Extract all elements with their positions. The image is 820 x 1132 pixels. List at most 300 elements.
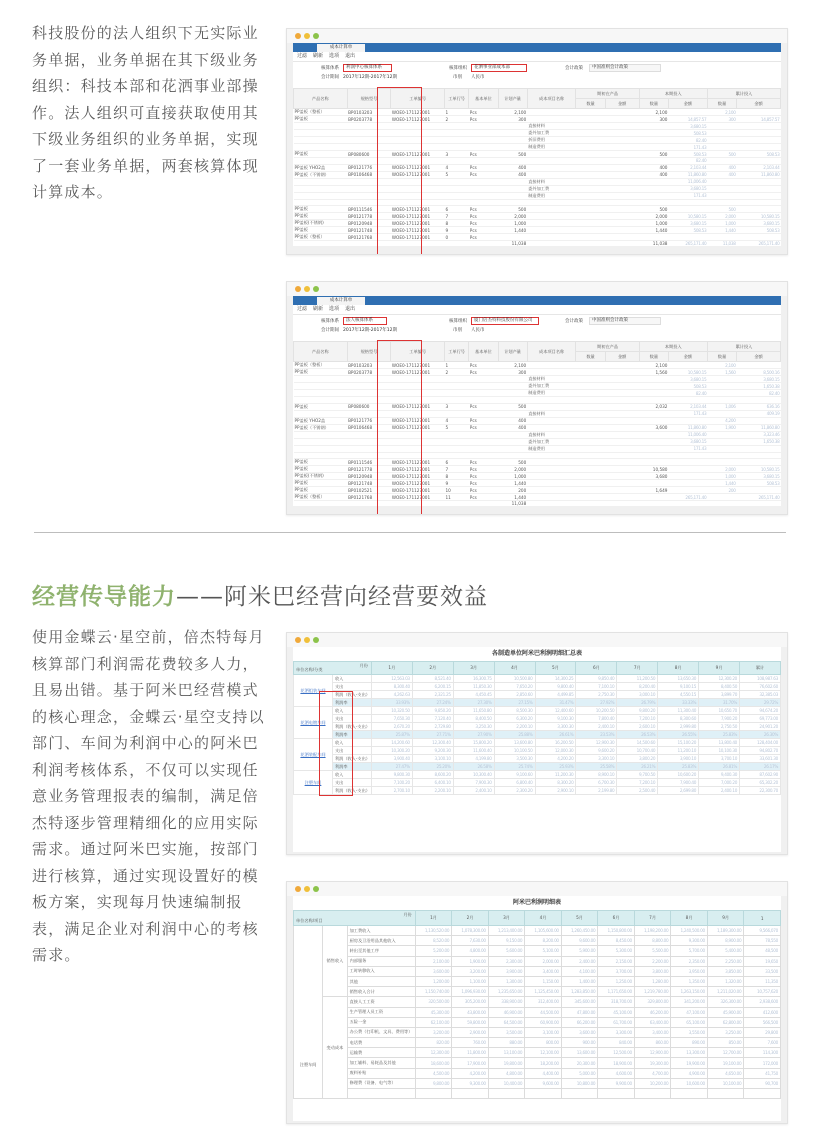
menu-refresh[interactable]: 刷新 <box>313 306 324 312</box>
table-cell: 890.00 <box>671 1038 708 1048</box>
table-row <box>294 926 781 936</box>
table-cell: 33.93% <box>371 699 412 707</box>
table-cell: Pcs <box>469 171 498 178</box>
table-cell: 10,300.20 <box>371 747 412 755</box>
table-cell: 8,500.30 <box>494 707 535 715</box>
table-cell <box>605 487 639 494</box>
table-cell: BP0121778 <box>347 466 391 473</box>
amoeba-summary-report-screenshot <box>286 632 788 855</box>
table-cell <box>444 410 468 417</box>
table-cell: 1,300.00 <box>488 976 525 986</box>
table-cell <box>737 158 781 165</box>
table-cell: 1,000 <box>498 473 527 480</box>
table-cell: PP盖板（不锈钢） <box>294 171 348 178</box>
table-cell <box>527 227 576 234</box>
table-cell: 880.00 <box>488 1038 525 1048</box>
table-cell <box>605 116 639 123</box>
table-cell: 9,300.00 <box>671 936 708 946</box>
window-dot-green <box>313 33 319 39</box>
table-row <box>294 494 781 501</box>
table-row <box>294 383 781 390</box>
table-cell <box>444 376 468 383</box>
column-header: 基本单位 <box>469 342 498 362</box>
table-cell <box>294 158 348 165</box>
report-title: 各制造单位阿米巴利润明细汇总表 <box>491 650 582 657</box>
table-cell: PP盖板 <box>294 151 348 158</box>
table-cell: 94,674.20 <box>740 707 781 715</box>
table-cell <box>576 445 605 452</box>
month-header: 3月 <box>453 662 494 675</box>
table-cell <box>294 178 348 185</box>
column-header: 计划产量 <box>498 89 527 109</box>
menu-filter[interactable]: 过滤 <box>297 53 308 59</box>
table-cell <box>576 137 605 144</box>
header-row <box>294 662 781 675</box>
table-cell <box>527 151 576 158</box>
table-cell: 5,700.00 <box>671 946 708 956</box>
table-cell: 1,283,850.00 <box>561 987 598 997</box>
category-cell: 变动成本 <box>323 997 347 1099</box>
section-divider <box>34 532 786 533</box>
table-cell: WOE0-171127001 <box>391 220 445 227</box>
table-cell: 82.40 <box>668 137 707 144</box>
table-row <box>294 480 781 487</box>
table-cell: 9,150.00 <box>488 936 525 946</box>
table-cell: Pcs <box>469 234 498 241</box>
table-cell: 5,200.00 <box>415 946 452 956</box>
table-cell: 制造费用 <box>527 144 576 151</box>
table-cell <box>469 158 498 165</box>
table-cell <box>605 137 639 144</box>
table-cell <box>498 410 527 417</box>
table-cell: 10,650.70 <box>699 707 740 715</box>
table-cell: 61,700.00 <box>598 1017 635 1027</box>
table-cell <box>498 445 527 452</box>
table-cell <box>294 397 348 404</box>
table-cell <box>527 452 576 459</box>
table-cell: 7,650.30 <box>371 715 412 723</box>
table-row <box>294 144 781 151</box>
unit-name[interactable]: 花洒电镀车间 <box>300 719 326 725</box>
field-policy[interactable]: 中国准则会计政策 <box>589 317 661 325</box>
table-cell: 10,200.50 <box>576 707 617 715</box>
table-cell: 500 <box>498 459 527 466</box>
menu-options[interactable]: 选项 <box>329 306 340 312</box>
table-cell: 2,300.00 <box>488 956 525 966</box>
table-cell: 33,500 <box>744 966 781 976</box>
table-cell: 3,550.00 <box>671 1027 708 1037</box>
table-cell: PP盖板（整板） <box>294 109 348 116</box>
row-label: 转出至其他工序 <box>347 946 415 956</box>
field-label: 会计期间 <box>321 75 339 80</box>
table-cell: 4,900.00 <box>671 1068 708 1078</box>
table-cell <box>576 213 605 220</box>
table-cell: BP0103203 <box>347 362 391 369</box>
table-cell <box>576 192 605 199</box>
table-cell: 12,900.30 <box>576 739 617 747</box>
menu-exit[interactable]: 退出 <box>345 306 356 312</box>
month-header: 5月 <box>561 911 598 926</box>
table-cell: 8,800.00 <box>634 936 671 946</box>
table-cell: 47,100.00 <box>671 1007 708 1017</box>
table-cell: 508.53 <box>737 227 781 234</box>
table-cell: 265,171.40 <box>737 494 781 501</box>
table-cell: BP0103203 <box>347 109 391 116</box>
table-row <box>294 137 781 144</box>
table-cell <box>576 185 605 192</box>
table-cell <box>561 1089 598 1099</box>
row-label: 厨房及卫浴用品其他收入 <box>347 936 415 946</box>
table-cell: 1,649 <box>639 487 668 494</box>
table-cell <box>707 501 736 508</box>
table-cell <box>576 459 605 466</box>
table-cell: 7,200.10 <box>617 715 658 723</box>
table-cell <box>605 376 639 383</box>
table-cell <box>294 410 348 417</box>
table-cell <box>488 1089 525 1099</box>
table-cell: 82.40 <box>668 390 707 397</box>
table-cell <box>444 185 468 192</box>
corner-header <box>294 911 416 926</box>
unit-name[interactable]: 注塑车间 <box>304 779 322 785</box>
field-accounting-system[interactable]: 法人核算体系 <box>343 317 387 325</box>
table-row <box>294 220 781 227</box>
table-cell: 6 <box>444 206 468 213</box>
table-cell: 13,600.80 <box>494 739 535 747</box>
field-label: 核算体系 <box>321 66 339 71</box>
table-cell: Pcs <box>469 480 498 487</box>
window-dot-yellow <box>304 637 310 643</box>
table-cell <box>576 151 605 158</box>
table-cell <box>576 390 605 397</box>
table-cell: 172,000 <box>744 1058 781 1068</box>
table-cell <box>576 494 605 501</box>
row-label: 收入 <box>332 707 371 715</box>
profit-rate-row <box>294 731 781 739</box>
table-cell: 13,650.30 <box>658 675 699 683</box>
table-cell: 90,700 <box>744 1078 781 1088</box>
table-cell <box>605 390 639 397</box>
table-cell <box>668 487 707 494</box>
table-row <box>294 151 781 158</box>
table-cell <box>668 501 707 508</box>
menu-filter[interactable]: 过滤 <box>297 306 308 312</box>
table-cell: 4,100.00 <box>561 966 598 976</box>
table-cell <box>605 431 639 438</box>
table-cell: 26.30% <box>740 731 781 739</box>
table-cell: 10,400.00 <box>488 1078 525 1088</box>
field-period: 2017年12期-2017年12期 <box>343 328 397 333</box>
table-cell: 7,800.40 <box>576 715 617 723</box>
table-cell <box>598 1089 635 1099</box>
table-cell: 3,300.30 <box>535 723 576 731</box>
table-cell <box>737 362 781 369</box>
table-cell <box>605 109 639 116</box>
table-cell <box>605 241 639 248</box>
table-cell: 制造费用 <box>527 445 576 452</box>
table-cell: 29.72% <box>740 699 781 707</box>
table-cell <box>452 1089 489 1099</box>
table-cell: BP0102521 <box>347 487 391 494</box>
table-cell: 3,250.00 <box>707 1027 744 1037</box>
table-cell <box>639 376 668 383</box>
table-cell: 8 <box>444 473 468 480</box>
table-row <box>294 109 781 116</box>
table-cell <box>605 417 639 424</box>
table-cell <box>576 164 605 171</box>
column-subheader: 数量 <box>707 352 736 362</box>
table-cell: 850.00 <box>707 1038 744 1048</box>
column-header: 累计投入 <box>707 342 780 352</box>
table-cell: 7,000.20 <box>699 779 740 787</box>
table-cell: 12,700.00 <box>707 1048 744 1058</box>
table-cell: 3,680.15 <box>668 185 707 192</box>
tab-cost-calc[interactable]: 成本计算单 <box>317 44 365 52</box>
table-cell <box>605 192 639 199</box>
table-cell <box>576 144 605 151</box>
table-cell: 5 <box>444 171 468 178</box>
column-header: 基本单位 <box>469 89 498 109</box>
field-accounting-org[interactable]: 花洒事业部成本部 <box>471 64 527 72</box>
table-cell: 305,200.00 <box>452 997 489 1007</box>
row-label: 修理费（设备、电气等） <box>347 1078 415 1088</box>
table-cell: 9 <box>444 480 468 487</box>
table-cell: 3,899.70 <box>699 691 740 699</box>
table-cell: 265,171.40 <box>668 494 707 501</box>
table-cell <box>605 501 639 508</box>
table-cell: WOE0-171127001 <box>391 369 445 376</box>
month-header: 9月 <box>699 662 740 675</box>
table-cell: 400 <box>639 171 668 178</box>
table-row <box>294 123 781 130</box>
menu-exit[interactable]: 退出 <box>345 53 356 59</box>
table-cell: BP0111546 <box>347 206 391 213</box>
table-cell: 12,400.60 <box>535 707 576 715</box>
table-cell <box>668 480 707 487</box>
table-cell: 23.53% <box>576 731 617 739</box>
month-header: 9月 <box>707 911 744 926</box>
table-cell: 2,700.10 <box>371 787 412 795</box>
table-cell: 4,600.00 <box>598 1068 635 1078</box>
table-cell <box>469 452 498 459</box>
table-cell: 5,500.00 <box>634 946 671 956</box>
table-cell: 4,650.00 <box>707 1068 744 1078</box>
table-cell: 636.16 <box>737 403 781 410</box>
table-cell: 265,171.40 <box>737 241 781 248</box>
table-cell: 11,038 <box>707 241 736 248</box>
table-cell <box>707 137 736 144</box>
table-cell: 900.00 <box>561 1038 598 1048</box>
table-cell: 1,000 <box>639 220 668 227</box>
table-cell: 17,900.00 <box>452 1058 489 1068</box>
table-cell <box>527 403 576 410</box>
table-cell: 800.00 <box>525 1038 562 1048</box>
table-cell: 2,000 <box>498 213 527 220</box>
table-cell: PP盖板 <box>294 206 348 213</box>
column-header: 规格型号 <box>347 342 391 362</box>
table-cell: 直接材料 <box>527 178 576 185</box>
table-cell <box>444 192 468 199</box>
table-cell <box>576 466 605 473</box>
table-cell: 2,200.10 <box>412 787 453 795</box>
row-label: 收入 <box>332 739 371 747</box>
table-cell: 2,729.80 <box>412 723 453 731</box>
table-row <box>294 1017 781 1027</box>
table-cell: 3,300.00 <box>598 1027 635 1037</box>
table-cell <box>737 123 781 130</box>
column-header: 规格型号 <box>347 89 391 109</box>
table-cell: 7 <box>444 466 468 473</box>
table-row <box>294 445 781 452</box>
table-cell: BP0203778 <box>347 369 391 376</box>
table-cell <box>527 164 576 171</box>
table-cell: 3,500.30 <box>494 755 535 763</box>
table-cell: 4,700.00 <box>634 1068 671 1078</box>
table-cell: PP盖板 <box>294 213 348 220</box>
table-cell: 6 <box>444 459 468 466</box>
table-cell <box>605 227 639 234</box>
table-cell <box>707 199 736 206</box>
row-label <box>347 1089 415 1099</box>
table-cell: 508.53 <box>737 151 781 158</box>
window-dot-green <box>313 886 319 892</box>
table-row <box>294 438 781 445</box>
row-label: 五险一金 <box>347 1017 415 1027</box>
field-accounting-system[interactable]: 利润中心核算体系 <box>343 64 392 72</box>
table-cell: 10 <box>444 487 468 494</box>
table-cell: 8,300.60 <box>658 715 699 723</box>
table-cell: 341,200.00 <box>671 997 708 1007</box>
table-cell: 1,240,500.00 <box>671 926 708 936</box>
table-cell: Pcs <box>469 403 498 410</box>
report-title: 阿米巴利润明细表 <box>512 899 561 906</box>
table-cell: PP盖板 <box>294 487 348 494</box>
table-cell <box>498 234 527 241</box>
table-cell: 840.00 <box>598 1038 635 1048</box>
table-cell: 3,680.15 <box>668 376 707 383</box>
table-cell <box>498 192 527 199</box>
table-cell <box>707 144 736 151</box>
table-cell: 9,400.30 <box>699 771 740 779</box>
table-cell: 2 <box>444 116 468 123</box>
field-accounting-org[interactable]: 厦门倍杰特科技股份有限公司 <box>471 317 539 325</box>
table-cell: 3,000.10 <box>617 691 658 699</box>
table-cell: 3,680.15 <box>668 438 707 445</box>
table-row <box>294 164 781 171</box>
table-cell <box>294 445 348 452</box>
table-cell: 62,800.00 <box>707 1017 744 1027</box>
table-cell: 8,600.20 <box>412 771 453 779</box>
menu-options[interactable]: 选项 <box>329 53 340 59</box>
table-cell: 15,800.20 <box>453 739 494 747</box>
window-dot-green <box>313 637 319 643</box>
table-cell: PP盖板（不锈钢） <box>294 424 348 431</box>
unit-name[interactable]: 花洒组装车间 <box>300 687 326 693</box>
table-cell: 409.19 <box>737 410 781 417</box>
table-cell: 19,900.00 <box>671 1058 708 1068</box>
table-cell: 3,680.15 <box>668 123 707 130</box>
table-cell: 27.30% <box>453 699 494 707</box>
table-cell <box>576 220 605 227</box>
table-cell: 12,900.00 <box>634 1048 671 1058</box>
unit-name[interactable]: 花洒装配车间 <box>300 751 326 757</box>
table-cell <box>605 459 639 466</box>
column-header: 累计投入 <box>707 89 780 99</box>
table-cell: 318,700.00 <box>598 997 635 1007</box>
table-cell: 9,200.30 <box>412 747 453 755</box>
menu-refresh[interactable]: 刷新 <box>313 53 324 59</box>
table-cell <box>605 410 639 417</box>
table-cell: Pcs <box>469 459 498 466</box>
column-header: 产品名称 <box>294 89 348 109</box>
tab-cost-calc[interactable]: 成本计算单 <box>317 297 365 305</box>
table-cell: 2,000 <box>498 466 527 473</box>
table-cell <box>576 362 605 369</box>
table-cell: 2,900.00 <box>452 1027 489 1037</box>
table-cell: 8,200.00 <box>525 936 562 946</box>
table-cell: 3,700.00 <box>598 966 635 976</box>
table-row <box>294 206 781 213</box>
field-label: 会计期间 <box>321 328 339 333</box>
table-row <box>294 213 781 220</box>
month-header: 6月 <box>576 662 617 675</box>
table-cell <box>639 137 668 144</box>
table-cell: 11,300.40 <box>658 707 699 715</box>
table-cell: 11,006.40 <box>668 431 707 438</box>
table-cell: 171.43 <box>668 144 707 151</box>
table-cell <box>576 123 605 130</box>
table-cell: Pcs <box>469 417 498 424</box>
table-cell: 26.17% <box>740 763 781 771</box>
table-cell <box>707 383 736 390</box>
table-cell: 3,500.00 <box>488 1027 525 1037</box>
column-subheader: 数量 <box>576 352 605 362</box>
table-cell <box>639 452 668 459</box>
table-cell <box>639 501 668 508</box>
table-cell: 折旧费用 <box>527 137 576 144</box>
table-cell: 760.00 <box>452 1038 489 1048</box>
table-cell: 9,600.00 <box>525 1078 562 1088</box>
table-cell: 11,600.40 <box>453 747 494 755</box>
table-cell: 6,700.30 <box>576 779 617 787</box>
table-cell: 3,680 <box>639 473 668 480</box>
table-cell: 300 <box>707 116 736 123</box>
table-cell <box>527 397 576 404</box>
field-policy[interactable]: 中国准则会计政策 <box>589 64 661 72</box>
column-header: 产品名称 <box>294 342 348 362</box>
table-cell <box>605 452 639 459</box>
table-cell <box>444 241 468 248</box>
table-cell: WOE0-171127001 <box>391 494 445 501</box>
intro-paragraph: 科技股份的法人组织下无实际业务单据，业务单据在其下级业务组织：科技本部和花洒事业部操作。法人组织可直接获取使用其下级业务组织的业务单据，实现了一套业务单据，两套核算体现计算成本。 <box>32 24 259 201</box>
table-cell <box>444 431 468 438</box>
table-cell <box>576 410 605 417</box>
table-cell <box>444 390 468 397</box>
table-cell <box>469 178 498 185</box>
table-cell <box>498 158 527 165</box>
table-row <box>294 171 781 178</box>
table-cell <box>605 445 639 452</box>
table-cell: 508.53 <box>668 383 707 390</box>
table-cell <box>294 438 348 445</box>
field-label: 会计政策 <box>565 319 583 324</box>
table-cell: 27.71% <box>412 731 453 739</box>
column-header: 成本项目名称 <box>527 89 576 109</box>
table-cell <box>605 362 639 369</box>
table-cell: 47,800.00 <box>561 1007 598 1017</box>
table-cell: 3,950.00 <box>671 966 708 976</box>
table-cell: 4,450.45 <box>453 691 494 699</box>
